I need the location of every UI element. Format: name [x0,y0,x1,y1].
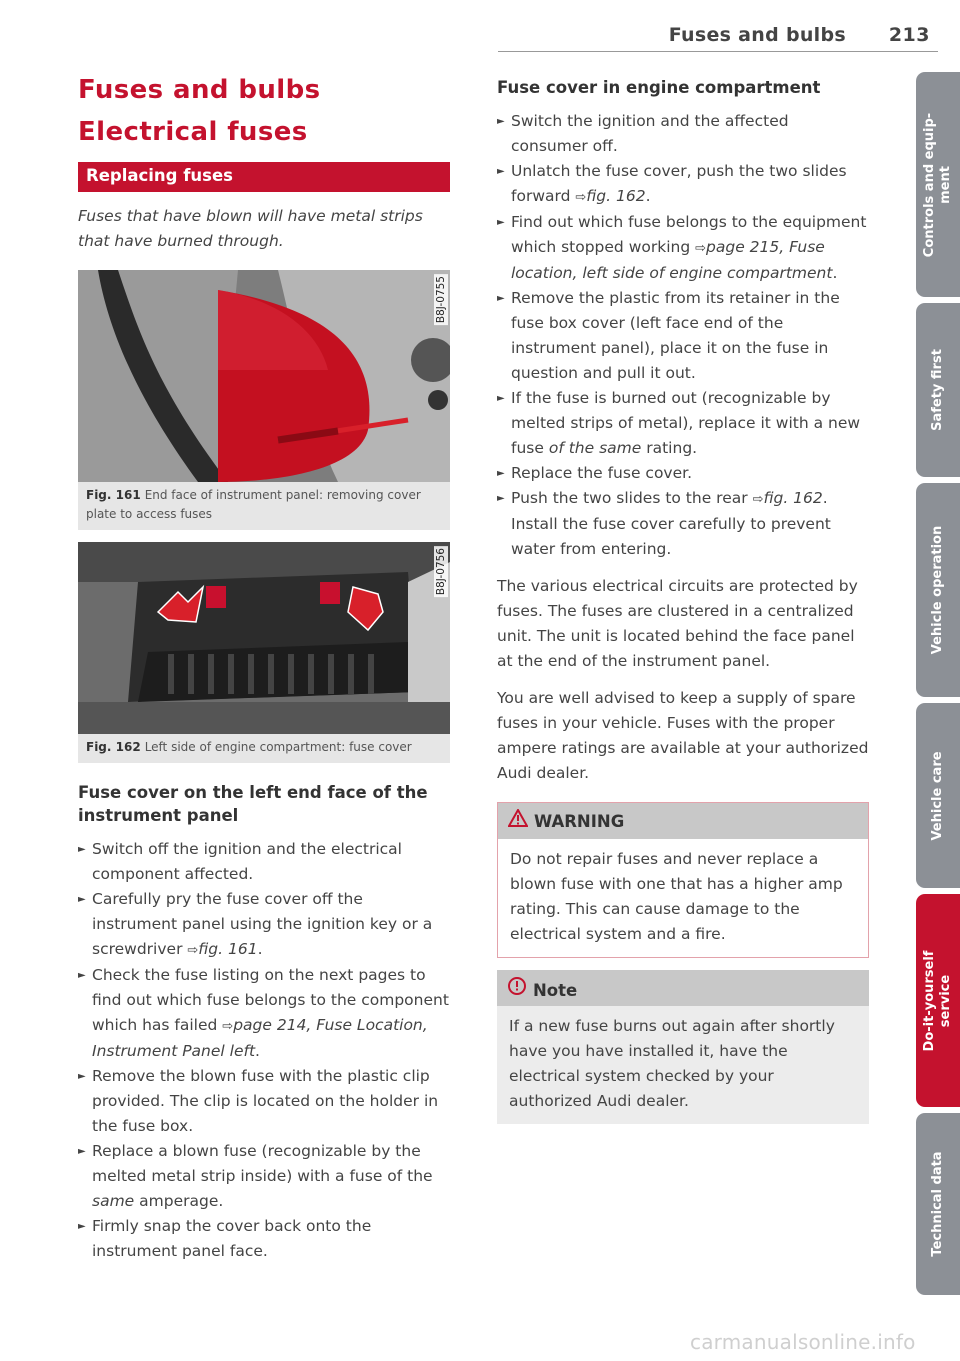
page-link[interactable]: page 215, Fuse location, left side of engine compartment [511,238,833,282]
figure-162-label: Fig. 162 [86,740,141,754]
arrow-right-icon: ⇨ [187,943,199,958]
left-steps-list [78,837,450,1264]
figure-link[interactable]: fig. 162 [586,187,646,205]
watermark: carmanualsonline.info [690,1330,916,1354]
figure-162 [78,542,450,763]
figure-161-label: Fig. 161 [86,488,141,502]
list-item: ► Replace a blown fuse (recognizable by the melted metal strip inside) with a fuse of the same amperage. [78,1139,450,1214]
engine-compartment-illustration [78,542,450,734]
figure-162-caption [78,734,450,763]
arrow-right-icon: ⇨ [575,190,587,205]
right-subheading: Fuse cover in engine compartment [497,78,821,97]
list-item: ► Carefully pry the fuse cover off the instrument panel using the ignition key or a screwdriver ⇨fig. 161. [78,887,450,963]
arrow-right-icon: ⇨ [695,241,707,256]
right-steps-list [497,109,869,562]
figure-161-caption [78,482,450,530]
warning-header [498,803,868,839]
tab-technical-data[interactable]: Technical data [916,1113,960,1295]
tab-vehicle-care[interactable]: Vehicle care [916,703,960,888]
emphasis: same [92,1192,135,1210]
running-head [498,22,938,52]
page-link[interactable]: page 214, Fuse Location, Instrument Panel left [92,1016,428,1060]
left-column [78,72,450,1264]
note-info-icon [507,976,527,1001]
list-item: ► Switch off the ignition and the electrical component affected. [78,837,450,887]
list-item: ► Replace the fuse cover. [497,461,869,486]
emphasis: of the same [548,439,642,457]
list-item: ► Remove the blown fuse with the plastic clip provided. The clip is located on the holder in the fuse box. [78,1064,450,1139]
list-item: ► Firmly snap the cover back onto the instrument panel face. [78,1214,450,1264]
figure-161-image [78,270,450,482]
instrument-panel-illustration [78,270,450,482]
list-item: ► Remove the plastic from its retainer in the fuse box cover (left face end of the instrument panel), place it on the fuse in question and pull it out. [497,286,869,386]
figure-link[interactable]: fig. 161 [198,940,258,958]
warning-triangle-icon [508,809,528,832]
tab-controls-and-equipment[interactable]: Controls and equip- ment [916,72,960,297]
figure-161-code: B8J-0755 [435,276,447,324]
body-paragraph: The various electrical circuits are protected by fuses. The fuses are clustered in a centralized unit. The unit is located behind the face panel at the end of the instrument panel. [497,577,858,670]
tab-vehicle-operation[interactable]: Vehicle operation [916,483,960,697]
figure-161-caption-text: End face of instrument panel: removing cover plate to access fuses [86,488,421,521]
warning-box [497,802,869,958]
chapter-title: Fuses and bulbs [78,75,321,105]
list-item: ► Check the fuse listing on the next pages to find out which fuse belongs to the component which has failed ⇨page 214, Fuse Location, Instrument Panel left. [78,963,450,1064]
running-head-title: Fuses and bulbs [668,24,846,46]
body-paragraph: You are well advised to keep a supply of spare fuses in your vehicle. Fuses with the proper ampere ratings are available at your authorized Audi dealer. [497,689,869,782]
tab-do-it-yourself-service[interactable]: Do-it-yourself service [916,894,960,1107]
list-item: ► Push the two slides to the rear ⇨fig. 162. Install the fuse cover carefully to prevent water from entering. [497,486,869,562]
intro-text: Fuses that have blown will have metal strips that have burned through. [78,207,423,250]
tab-safety-first[interactable]: Safety first [916,303,960,477]
section-title: Electrical fuses [78,117,308,147]
subsection-bar: Replacing fuses [78,162,450,192]
figure-162-code: B8J-0756 [435,548,447,596]
list-item: ► If the fuse is burned out (recognizable by melted strips of metal), replace it with a new fuse of the same rating. [497,386,869,461]
right-column [497,72,869,1124]
arrow-right-icon: ⇨ [222,1019,234,1034]
note-box [497,970,869,1124]
list-item: ► Switch the ignition and the affected consumer off. [497,109,869,159]
warning-title: WARNING [534,812,625,831]
figure-link[interactable]: fig. 162 [763,489,823,507]
note-body: If a new fuse burns out again after shortly have you have installed it, have the electrical system checked by your authorized Audi dealer. [509,1017,835,1110]
figure-161 [78,270,450,530]
figure-162-image [78,542,450,734]
note-title: Note [533,981,578,1000]
note-header [497,970,869,1006]
left-subheading: Fuse cover on the left end face of the instrument panel [78,783,428,825]
figure-162-caption-text: Left side of engine compartment: fuse cover [144,740,412,754]
list-item: ► Find out which fuse belongs to the equipment which stopped working ⇨page 215, Fuse location, left side of engine compartment. [497,210,869,286]
warning-body: Do not repair fuses and never replace a blown fuse with one that has a higher amp rating. This can cause damage to the electrical system and a fire. [510,850,843,943]
arrow-right-icon: ⇨ [752,492,764,507]
page-number: 213 [888,24,930,46]
list-item: ► Unlatch the fuse cover, push the two slides forward ⇨fig. 162. [497,159,869,210]
